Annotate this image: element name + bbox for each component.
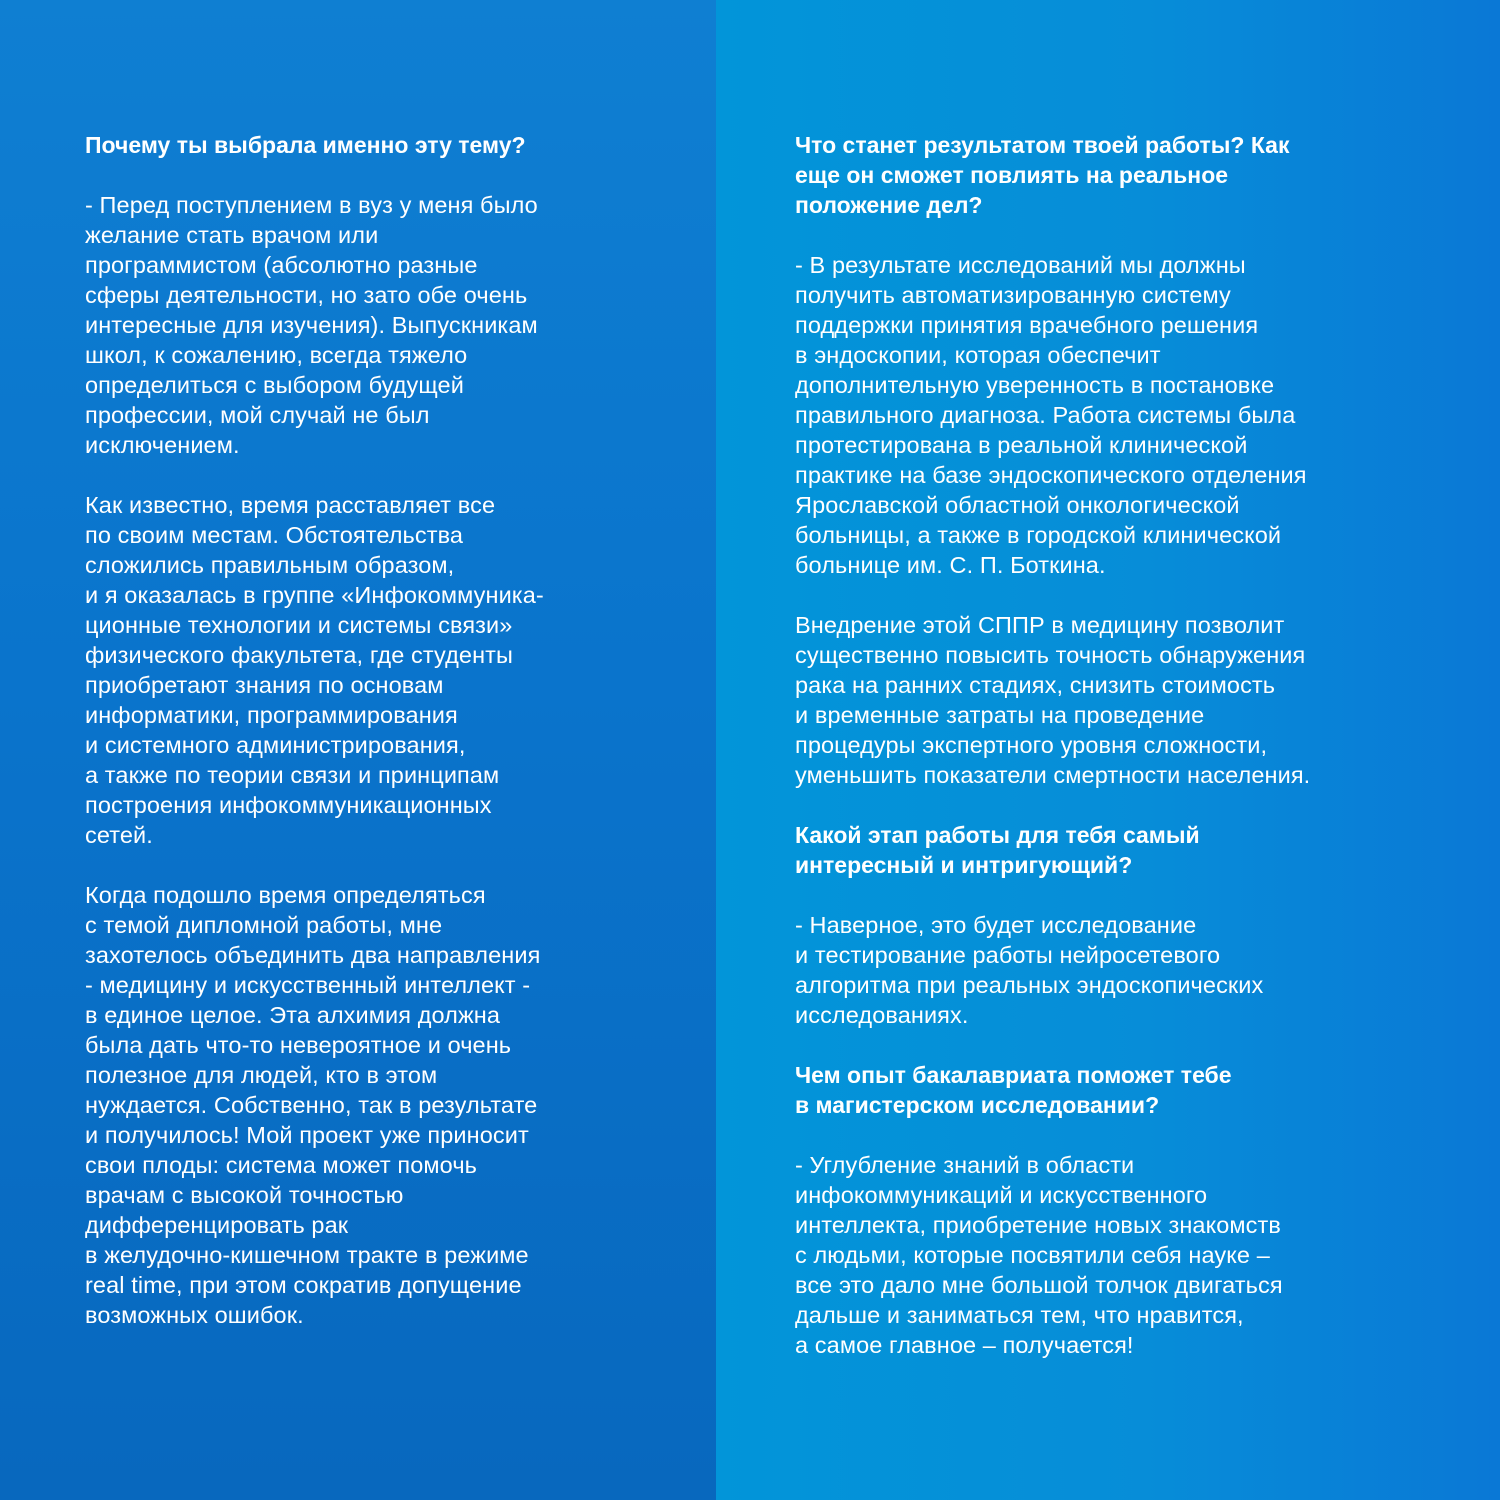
- left-panel: [0, 0, 716, 1500]
- question-why-topic: Почему ты выбрала именно эту тему?: [85, 132, 526, 158]
- answer-bachelor-experience: - Углубление знаний в области инфокоммуникаций и искусственного интеллекта, приобретение новых знакомств с людьми, которые посвятили себя науке – все это дало мне большой толчок двигаться дальше и заниматься тем, что нравится, а самое главное – получается!: [795, 1152, 1283, 1358]
- answer-why-topic: - Перед поступлением в вуз у меня было желание стать врачом или программистом (абсолютно разные сферы деятельности, но зато обе очень интересные для изучения). Выпускникам школ, к сожалению, всегда тяжело определиться с выбором будущей профессии, мой случай не был исключением.: [85, 192, 538, 458]
- answer-result: - В результате исследований мы должны получить автоматизированную систему поддержки принятия врачебного решения в эндоскопии, которая обеспечит дополнительную уверенность в постановке правильного диагноза. Работа системы была протестирована в реальной клинической практике на базе эндоскопического отделения Ярославской областной онкологической больницы, а также в городской клинической больнице им. С. П. Боткина.: [795, 252, 1307, 578]
- answer-interesting-stage: - Наверное, это будет исследование и тестирование работы нейросетевого алгоритма при реальных эндоскопических исследованиях.: [795, 912, 1264, 1028]
- left-column: [85, 130, 645, 1360]
- paragraph-diploma: Когда подошло время определяться с темой дипломной работы, мне захотелось объединить два направления - медицину и искусственный интеллект - в единое целое. Эта алхимия должна была дать что-то невероятное и очень полезное для людей, кто в этом нуждается. Собственно, так в результате и получилось! Мой проект уже приносит свои плоды: система может помочь врачам с высокой точностью дифференцировать рак в желудочно-кишечном тракте в режиме real time, при этом сократив допущение возможных ошибок.: [85, 882, 541, 1328]
- right-panel: [716, 0, 1500, 1500]
- paragraph-implementation: Внедрение этой СППР в медицину позволит существенно повысить точность обнаружения рака на ранних стадиях, снизить стоимость и временные затраты на проведение процедуры экспертного уровня сложности, уменьшить показатели смертности населения.: [795, 612, 1311, 788]
- right-column: [795, 130, 1435, 1390]
- question-result: Что станет результатом твоей работы? Как еще он сможет повлиять на реальное положение дел?: [795, 132, 1290, 218]
- paragraph-circumstances: Как известно, время расставляет все по своим местам. Обстоятельства сложились правильным образом, и я оказалась в группе «Инфокоммуника- ционные технологии и системы связи» физического факультета, где студенты приобретают знания по основам информатики, программирования и системного администрирования, а также по теории связи и принципам построения инфокоммуникационных сетей.: [85, 492, 544, 848]
- question-interesting-stage: Какой этап работы для тебя самый интересный и интригующий?: [795, 822, 1200, 878]
- question-bachelor-experience: Чем опыт бакалавриата поможет тебе в магистерском исследовании?: [795, 1062, 1232, 1118]
